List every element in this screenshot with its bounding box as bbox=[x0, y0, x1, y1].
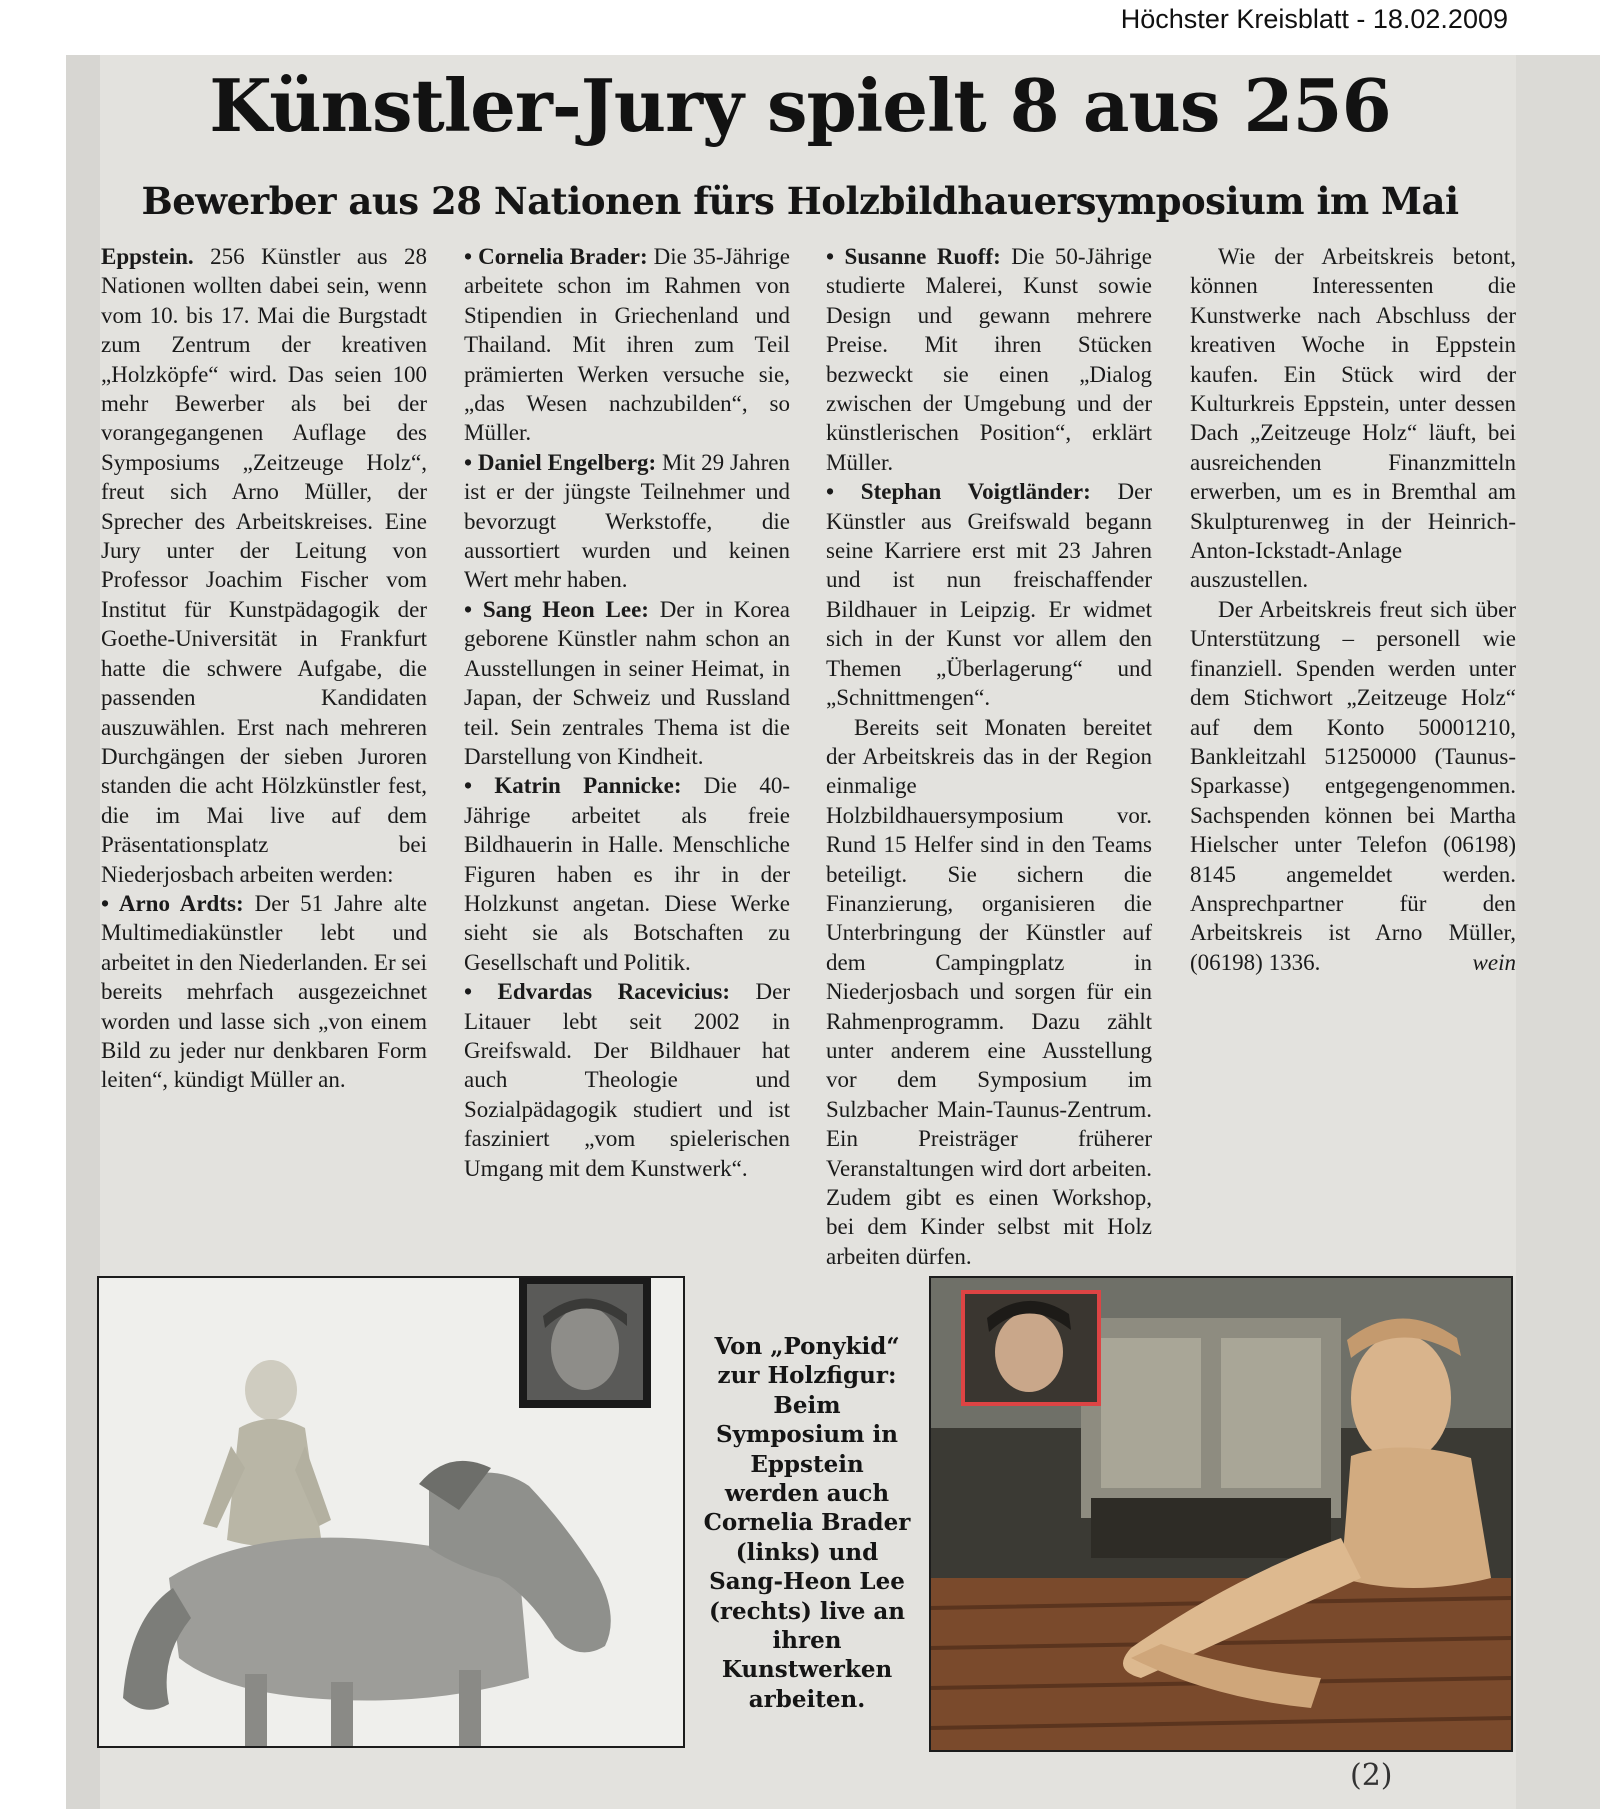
photo-ponykid-sculpture bbox=[97, 1276, 685, 1748]
article-column-2 bbox=[464, 242, 790, 1246]
paragraph-lead: • Sang Heon Lee: bbox=[464, 596, 649, 622]
paragraph-lead: • Katrin Pannicke: bbox=[464, 773, 682, 799]
article-paragraph bbox=[826, 242, 1152, 477]
paragraph-lead: Eppstein. bbox=[101, 244, 194, 269]
paragraph-lead: • Daniel Engelberg: bbox=[464, 449, 657, 475]
faded-neighbour-column-left bbox=[66, 55, 100, 1809]
paragraph-text: Bereits seit Monaten bereitet der Arbeitskreis das in der Region einmalige Holzbildhauersymposium vor. Rund 15 Helfer sind in den Teams beteiligt. Sie sichern die Finanzierung, organisieren die Unterbringung der Künstler auf dem Campingplatz in Niederjosbach und sorgen für ein Rahmenprogramm. Dazu zählt unter anderem eine Ausstellung vor dem Symposium im Sulzbacher Main-Taunus-Zentrum. Ein Preisträger früherer Veranstaltungen wird dort arbeiten. Zudem gibt es einen Workshop, bei dem Kinder selbst mit Holz arbeiten dürfen. bbox=[826, 714, 1152, 1269]
paragraph-text: Mit 29 Jahren ist er der jüngste Teilnehmer und bevorzugt Werkstoffe, die aussortiert wurden und keinen Wert mehr haben. bbox=[464, 449, 790, 593]
article-paragraph bbox=[464, 771, 790, 977]
faded-neighbour-column-right bbox=[1516, 55, 1600, 1809]
handwritten-page-mark: (2) bbox=[1350, 1758, 1393, 1793]
paragraph-text: Die 35-Jährige arbeitete schon im Rahmen von Stipendien in Griechenland und Thailand. Mit ihren zum Teil prämierten Werken versuche sie, „das Wesen nachzubilden“, so Müller. bbox=[464, 244, 790, 446]
article-column-4 bbox=[1190, 242, 1516, 1246]
paragraph-text: Die 50-Jährige studierte Malerei, Kunst sowie Design und gewann mehrere Preise. Mit ihren Stücken bezweckt sie einen „Dialog zwischen der Umgebung und der künstlerischen Position“, erklärt Müller. bbox=[826, 244, 1152, 475]
article-column-3 bbox=[826, 242, 1152, 1269]
headline: Künstler-Jury spielt 8 aus 256 bbox=[209, 63, 1391, 148]
article-paragraph bbox=[826, 713, 1152, 1272]
article-paragraph bbox=[464, 242, 790, 448]
paragraph-text: Der in Korea geborene Künstler nahm schon an Ausstellungen in seiner Heimat, in Japan, der Schweiz und Russland teil. Sein zentrales Thema ist die Darstellung von Kindheit. bbox=[464, 596, 790, 769]
article-paragraph bbox=[464, 448, 790, 595]
paragraph-text: 256 Künstler aus 28 Nationen wollten dabei sein, wenn vom 10. bis 17. Mai die Burgstadt zum Zentrum der kreativen „Holzköpfe“ wird. Das seien 100 mehr Bewerber als bei der vorangegangenen Auflage des Symposiums „Zeitzeuge Holz“, freut sich Arno Müller, der Sprecher des Arbeitskreises. Eine Jury unter der Leitung von Professor Joachim Fischer vom Institut für Kunstpädagogik der Goethe-Universität in Frankfurt hatte die schwere Aufgabe, die passenden Kandidaten auszuwählen. Erst nach mehreren Durchgängen der sieben Juroren standen die acht Hölzkünstler fest, die im Mai live auf dem Präsentationsplatz bei Niederjosbach arbeiten werden: bbox=[101, 244, 427, 887]
woodfigure-illustration bbox=[931, 1278, 1511, 1750]
article-paragraph bbox=[101, 889, 427, 1095]
paragraph-lead: • Susanne Ruoff: bbox=[826, 244, 1001, 269]
paragraph-text: Der 51 Jahre alte Multimediakünstler lebt und arbeitet in den Niederlanden. Er sei bereits mehrfach ausgezeichnet worden und lasse sich „von einem Bild zu jeder nur denkbaren Form leiten“, kündigt Müller an. bbox=[101, 890, 427, 1093]
article-paragraph bbox=[1190, 595, 1516, 977]
paragraph-text: Die 40-Jährige arbeitet als freie Bildhauerin in Halle. Menschliche Figuren haben es ihr in der Holzkunst angetan. Diese Werke sieht sie als Botschaften zu Gesellschaft und Politik. bbox=[464, 773, 790, 975]
article-paragraph bbox=[826, 477, 1152, 712]
author-signoff: wein bbox=[1472, 949, 1516, 975]
article-paragraph bbox=[1190, 242, 1516, 595]
paragraph-text: Der Künstler aus Greifswald begann seine Karriere erst mit 23 Jahren und ist nun freischaffender Bildhauer in Leipzig. Er widmet sich in der Kunst vor allem den Themen „Überlagerung“ und „Schnittmengen“. bbox=[826, 479, 1152, 711]
paragraph-lead: • Cornelia Brader: bbox=[464, 244, 648, 269]
photo-caption: Von „Ponykid“ zur Holzfigur: Beim Symposium in Eppstein werden auch Cornelia Brader (links) und Sang-Heon Lee (rechts) live an ihren Kunstwerken arbeiten. bbox=[703, 1333, 911, 1713]
subheadline: Bewerber aus 28 Nationen fürs Holzbildhauersymposium im Mai bbox=[141, 179, 1459, 223]
photo-wooden-figure bbox=[929, 1276, 1513, 1752]
article-paragraph bbox=[464, 977, 790, 1183]
article-column-1 bbox=[101, 242, 427, 1246]
source-line: Höchster Kreisblatt - 18.02.2009 bbox=[1120, 4, 1508, 34]
paragraph-text: Wie der Arbeitskreis betont, können Interessenten die Kunstwerke nach Abschluss der kreativen Woche in Eppstein kaufen. Ein Stück wird der Kulturkreis Eppstein, unter dessen Dach „Zeitzeuge Holz“ läuft, bei ausreichenden Finanzmitteln erwerben, um es in Bremthal am Skulpturenweg in der Heinrich-Anton-Ickstadt-Anlage auszustellen. bbox=[1190, 244, 1516, 593]
paragraph-lead: • Stephan Voigtländer: bbox=[826, 479, 1091, 505]
paragraph-text: Der Litauer lebt seit 2002 in Greifswald. Der Bildhauer hat auch Theologie und Sozialpädagogik studiert und ist fasziniert „vom spielerischen Umgang mit dem Kunstwerk“. bbox=[464, 979, 790, 1181]
paragraph-text: Der Arbeitskreis freut sich über Unterstützung – personell wie finanziell. Spenden werden unter dem Stichwort „Zeitzeuge Holz“ auf dem Konto 50001210, Bankleitzahl 51250000 (Taunus-Sparkasse) entgegengenommen. Sachspenden können bei Martha Hielscher unter Telefon (06198) 8145 angemeldet werden. Ansprechpartner für den Arbeitskreis ist Arno Müller, (06198) 1336. bbox=[1190, 596, 1516, 975]
paragraph-lead: • Arno Ardts: bbox=[101, 890, 244, 916]
sculpture-illustration bbox=[99, 1278, 683, 1746]
article-paragraph bbox=[464, 595, 790, 771]
article-paragraph bbox=[101, 242, 427, 889]
paragraph-lead: • Edvardas Racevicius: bbox=[464, 979, 731, 1005]
